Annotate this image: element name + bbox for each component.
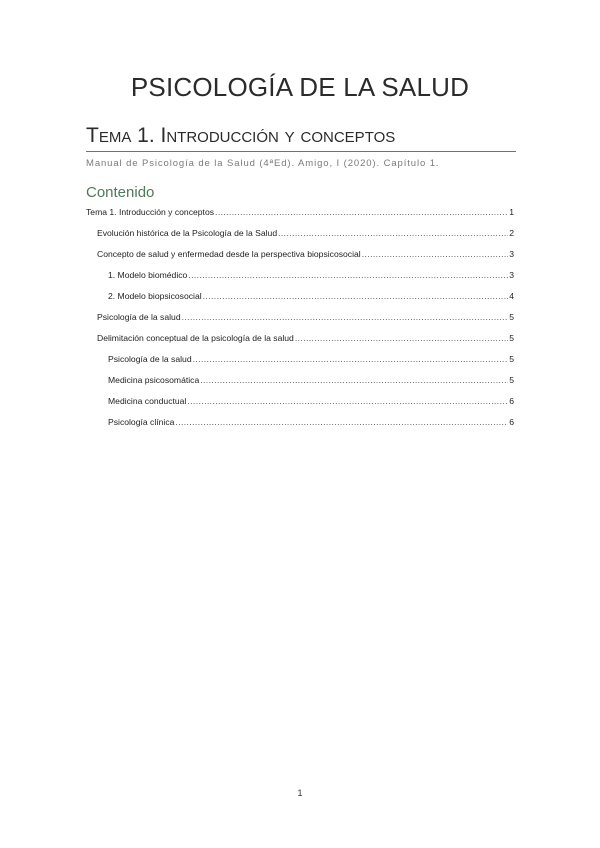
toc-entry-title: Concepto de salud y enfermedad desde la perspectiva biopsicosocial [97, 249, 361, 259]
toc-leader-dots [182, 312, 509, 322]
toc-entry-page: 5 [509, 375, 514, 385]
toc-entry-title: Delimitación conceptual de la psicología de la salud [97, 333, 294, 343]
toc-leader-dots [175, 417, 508, 427]
toc-entry[interactable] [86, 354, 514, 375]
toc-entry-page: 4 [509, 291, 514, 301]
toc-entry-title: Medicina conductual [108, 396, 187, 406]
toc-leader-dots [215, 207, 508, 217]
toc-entry-page: 3 [509, 270, 514, 280]
table-of-contents [86, 207, 514, 438]
toc-entry-title: Psicología de la salud [97, 312, 181, 322]
toc-entry-title: 1. Modelo biomédico [108, 270, 188, 280]
toc-leader-dots [295, 333, 508, 343]
toc-entry[interactable] [86, 333, 514, 354]
toc-entry[interactable] [86, 312, 514, 333]
chapter-heading: Tema 1. Introducción y conceptos [86, 124, 516, 152]
toc-entry-title: 2. Modelo biopsicosocial [108, 291, 202, 301]
toc-leader-dots [187, 396, 508, 406]
toc-entry-page: 6 [509, 396, 514, 406]
toc-entry[interactable] [86, 228, 514, 249]
toc-entry-title: Evolución histórica de la Psicología de la Salud [97, 228, 278, 238]
toc-entry[interactable] [86, 396, 514, 417]
toc-entry-title: Psicología de la salud [108, 354, 192, 364]
toc-entry-page: 6 [509, 417, 514, 427]
toc-entry[interactable] [86, 249, 514, 270]
toc-entry-page: 5 [509, 333, 514, 343]
toc-entry[interactable] [86, 417, 514, 438]
toc-leader-dots [193, 354, 509, 364]
toc-leader-dots [362, 249, 509, 259]
toc-entry[interactable] [86, 291, 514, 312]
toc-entry-page: 3 [509, 249, 514, 259]
toc-entry[interactable] [86, 207, 514, 228]
toc-entry-page: 1 [509, 207, 514, 217]
document-title: PSICOLOGÍA DE LA SALUD [130, 72, 470, 102]
toc-entry-title: Medicina psicosomática [108, 375, 200, 385]
toc-entry-page: 2 [509, 228, 514, 238]
toc-entry-title: Tema 1. Introducción y conceptos [86, 207, 215, 217]
toc-entry-title: Psicología clínica [108, 417, 175, 427]
toc-heading: Contenido [86, 184, 155, 201]
toc-entry-page: 5 [509, 312, 514, 322]
toc-entry[interactable] [86, 270, 514, 291]
page-number: 1 [297, 788, 303, 798]
toc-leader-dots [203, 291, 509, 301]
toc-entry[interactable] [86, 375, 514, 396]
toc-entry-page: 5 [509, 354, 514, 364]
toc-leader-dots [278, 228, 508, 238]
toc-leader-dots [200, 375, 508, 385]
source-subtitle: Manual de Psicología de la Salud (4ªEd). Amigo, I (2020). Capítulo 1. [86, 158, 440, 169]
toc-leader-dots [188, 270, 508, 280]
